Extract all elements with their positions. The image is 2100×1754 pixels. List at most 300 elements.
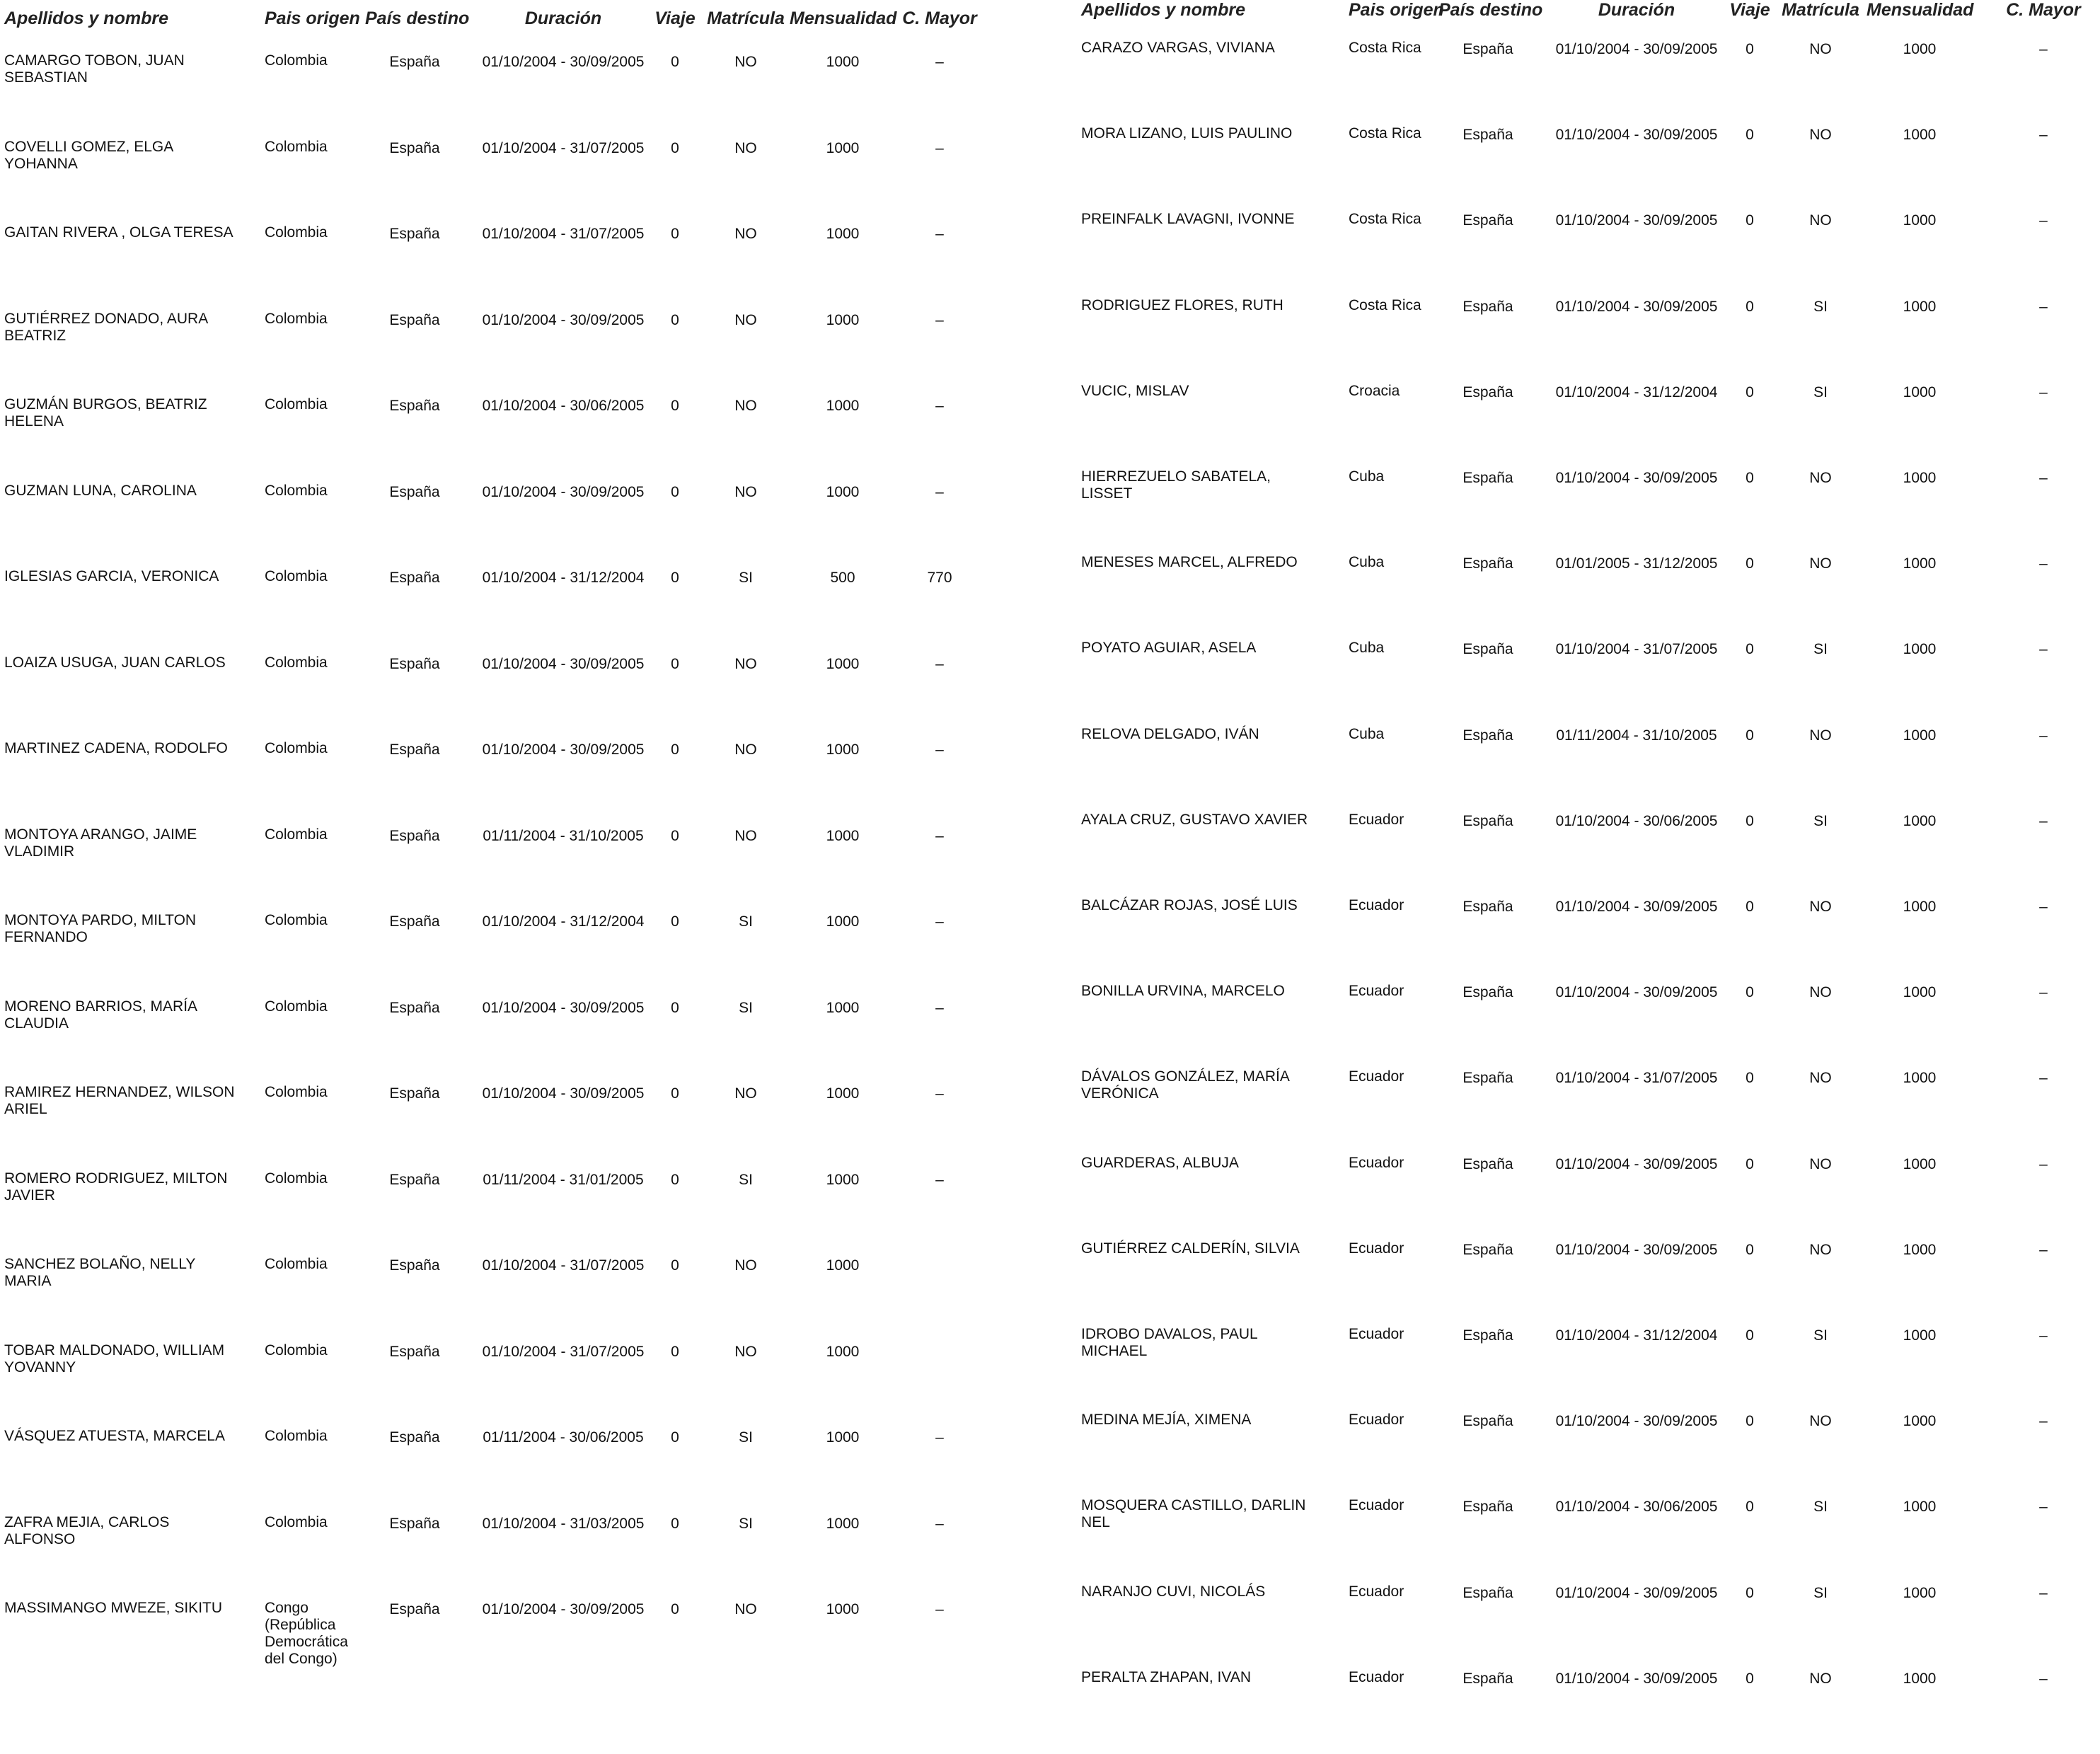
header-viaje: Viaje (654, 8, 696, 28)
cell-nombre: MENESES MARCEL, ALFREDO (1081, 554, 1298, 571)
cell-mensualidad: 1000 (1903, 1413, 1937, 1430)
cell-matricula: NO (734, 398, 757, 414)
cell-destino: España (1462, 1155, 1513, 1172)
cell-matricula: NO (1809, 727, 1832, 744)
header-viaje: Viaje (1729, 0, 1770, 20)
cell-mensualidad: 1000 (826, 827, 860, 844)
cell-origen: Colombia (265, 740, 328, 756)
cell-origen: Colombia (265, 52, 328, 69)
cell-cmayor: – (2039, 1413, 2048, 1430)
cell-matricula: NO (734, 1257, 757, 1274)
cell-origen: Colombia (265, 138, 328, 155)
header-destino: País destino (1438, 0, 1543, 20)
cell-mensualidad: 1000 (1903, 727, 1937, 744)
cell-nombre: ROMERO RODRIGUEZ, MILTON JAVIER (4, 1170, 228, 1204)
cell-nombre: BONILLA URVINA, MARCELO (1081, 983, 1285, 1000)
cell-viaje: 0 (1746, 1327, 1754, 1344)
cell-destino: España (1462, 899, 1513, 915)
cell-viaje: 0 (1746, 1070, 1754, 1087)
cell-cmayor: – (935, 54, 944, 70)
cell-destino: España (389, 483, 440, 500)
table-row (4, 654, 1023, 739)
cell-destino: España (1462, 1327, 1513, 1344)
cell-viaje: 0 (1746, 984, 1754, 1001)
header-mensualidad: Mensualidad (1867, 0, 1974, 20)
cell-destino: España (389, 570, 440, 586)
cell-destino: España (389, 1085, 440, 1102)
cell-cmayor: 770 (927, 570, 952, 586)
cell-viaje: 0 (1746, 555, 1754, 572)
cell-mensualidad: 1000 (1903, 1241, 1937, 1258)
cell-matricula: SI (1813, 641, 1828, 658)
cell-nombre: MOSQUERA CASTILLO, DARLIN NEL (1081, 1497, 1306, 1531)
cell-nombre: DÁVALOS GONZÁLEZ, MARÍA VERÓNICA (1081, 1068, 1289, 1102)
cell-mensualidad: 1000 (1903, 298, 1937, 315)
cell-nombre: MORA LIZANO, LUIS PAULINO (1081, 125, 1293, 142)
cell-viaje: 0 (1746, 727, 1754, 744)
cell-destino: España (389, 655, 440, 672)
cell-matricula: NO (734, 483, 757, 500)
cell-duracion: 01/10/2004 - 31/03/2005 (482, 1515, 645, 1532)
cell-origen: Ecuador (1349, 897, 1404, 913)
cell-nombre: VUCIC, MISLAV (1081, 382, 1189, 399)
cell-duracion: 01/10/2004 - 30/09/2005 (482, 742, 645, 758)
cell-cmayor: – (2039, 1670, 2048, 1687)
cell-duracion: 01/10/2004 - 30/09/2005 (482, 999, 645, 1016)
cell-nombre: VÁSQUEZ ATUESTA, MARCELA (4, 1428, 225, 1444)
cell-nombre: PREINFALK LAVAGNI, IVONNE (1081, 211, 1295, 228)
cell-origen: Ecuador (1349, 1668, 1404, 1685)
header-nombre: Apellidos y nombre (4, 8, 168, 28)
table-row (1081, 1583, 2100, 1668)
header-cmayor: C. Mayor (2006, 0, 2081, 20)
cell-mensualidad: 1000 (1903, 127, 1937, 144)
cell-nombre: RAMIREZ HERNANDEZ, WILSON ARIEL (4, 1084, 235, 1117)
cell-cmayor: – (935, 311, 944, 328)
table-row (1081, 1068, 2100, 1153)
cell-viaje: 0 (671, 742, 679, 758)
cell-viaje: 0 (1746, 1670, 1754, 1687)
cell-duracion: 01/10/2004 - 31/12/2004 (1555, 1327, 1718, 1344)
cell-duracion: 01/10/2004 - 30/09/2005 (1555, 899, 1718, 915)
table-header (4, 8, 1023, 37)
cell-mensualidad: 1000 (1903, 41, 1937, 57)
cell-matricula: SI (739, 999, 753, 1016)
cell-nombre: GUTIÉRREZ CALDERÍN, SILVIA (1081, 1240, 1300, 1257)
cell-cmayor: – (2039, 1155, 2048, 1172)
cell-destino: España (1462, 555, 1513, 572)
cell-matricula: SI (739, 913, 753, 930)
header-origen: Pais origen (1349, 0, 1444, 20)
cell-viaje: 0 (671, 1343, 679, 1360)
cell-viaje: 0 (1746, 812, 1754, 829)
cell-origen: Cuba (1349, 554, 1385, 571)
cell-viaje: 0 (671, 827, 679, 844)
cell-destino: España (389, 139, 440, 156)
cell-origen: Colombia (265, 1513, 328, 1530)
cell-mensualidad: 1000 (826, 1171, 860, 1188)
table-row (1081, 1240, 2100, 1325)
cell-duracion: 01/10/2004 - 30/09/2005 (482, 483, 645, 500)
cell-nombre: GUZMÁN BURGOS, BEATRIZ HELENA (4, 396, 207, 429)
cell-viaje: 0 (1746, 1499, 1754, 1516)
header-destino: País destino (365, 8, 470, 28)
table-row (1081, 1326, 2100, 1411)
cell-nombre: GUTIÉRREZ DONADO, AURA BEATRIZ (4, 310, 208, 344)
table-row (4, 912, 1023, 997)
cell-duracion: 01/10/2004 - 30/09/2005 (1555, 212, 1718, 229)
cell-destino: España (389, 1601, 440, 1617)
cell-matricula: SI (739, 1429, 753, 1446)
table-row (1081, 1155, 2100, 1240)
cell-viaje: 0 (1746, 641, 1754, 658)
cell-matricula: NO (734, 226, 757, 242)
cell-duracion: 01/10/2004 - 30/09/2005 (1555, 470, 1718, 486)
cell-duracion: 01/01/2005 - 31/12/2005 (1555, 555, 1718, 572)
cell-nombre: PERALTA ZHAPAN, IVAN (1081, 1668, 1252, 1685)
cell-matricula: SI (739, 1171, 753, 1188)
cell-destino: España (389, 1257, 440, 1274)
cell-destino: España (1462, 212, 1513, 229)
cell-origen: Colombia (265, 224, 328, 241)
cell-mensualidad: 1000 (1903, 641, 1937, 658)
cell-cmayor: – (935, 398, 944, 414)
table-header (1081, 0, 2100, 28)
cell-origen: Ecuador (1349, 1068, 1404, 1085)
cell-duracion: 01/11/2004 - 31/01/2005 (483, 1171, 644, 1188)
cell-duracion: 01/10/2004 - 30/09/2005 (482, 655, 645, 672)
cell-viaje: 0 (671, 311, 679, 328)
cell-matricula: NO (1809, 1241, 1832, 1258)
cell-nombre: RELOVA DELGADO, IVÁN (1081, 725, 1259, 742)
table-row (4, 568, 1023, 653)
cell-matricula: NO (734, 139, 757, 156)
cell-matricula: NO (734, 655, 757, 672)
cell-matricula: NO (734, 54, 757, 70)
cell-origen: Ecuador (1349, 1583, 1404, 1600)
cell-duracion: 01/11/2004 - 31/10/2005 (1556, 727, 1717, 744)
cell-nombre: HIERREZUELO SABATELA, LISSET (1081, 468, 1271, 502)
cell-mensualidad: 1000 (826, 1601, 860, 1617)
cell-cmayor: – (2039, 1070, 2048, 1087)
cell-origen: Colombia (265, 998, 328, 1015)
cell-mensualidad: 1000 (1903, 1670, 1937, 1687)
cell-destino: España (1462, 641, 1513, 658)
cell-nombre: MARTINEZ CADENA, RODOLFO (4, 740, 228, 756)
cell-viaje: 0 (671, 1171, 679, 1188)
header-matricula: Matrícula (1782, 0, 1859, 20)
cell-destino: España (389, 1171, 440, 1188)
cell-cmayor: – (935, 1429, 944, 1446)
cell-origen: Colombia (265, 1428, 328, 1444)
cell-origen: Ecuador (1349, 1326, 1404, 1342)
cell-nombre: MEDINA MEJÍA, XIMENA (1081, 1412, 1252, 1429)
cell-destino: España (1462, 1070, 1513, 1087)
cell-cmayor: – (935, 655, 944, 672)
cell-nombre: GUARDERAS, ALBUJA (1081, 1154, 1239, 1171)
cell-cmayor: – (935, 913, 944, 930)
cell-destino: España (1462, 383, 1513, 400)
cell-matricula: NO (1809, 1413, 1832, 1430)
cell-nombre: BALCÁZAR ROJAS, JOSÉ LUIS (1081, 897, 1298, 913)
cell-matricula: NO (1809, 899, 1832, 915)
cell-cmayor: – (2039, 984, 2048, 1001)
table-row (4, 52, 1023, 137)
header-nombre: Apellidos y nombre (1081, 0, 1245, 20)
cell-viaje: 0 (1746, 1413, 1754, 1430)
cell-duracion: 01/10/2004 - 30/06/2005 (482, 398, 645, 414)
cell-matricula: NO (1809, 41, 1832, 57)
cell-viaje: 0 (671, 999, 679, 1016)
table-row (1081, 125, 2100, 210)
cell-origen: Cuba (1349, 640, 1385, 657)
table-row (4, 1514, 1023, 1599)
table-row (4, 1428, 1023, 1513)
cell-nombre: CARAZO VARGAS, VIVIANA (1081, 40, 1275, 56)
cell-cmayor: – (935, 1515, 944, 1532)
cell-duracion: 01/10/2004 - 30/09/2005 (1555, 298, 1718, 315)
cell-origen: Cuba (1349, 468, 1385, 485)
cell-matricula: NO (1809, 212, 1832, 229)
cell-viaje: 0 (1746, 383, 1754, 400)
cell-origen: Congo (República Democrática del Congo) (265, 1600, 348, 1667)
cell-viaje: 0 (671, 483, 679, 500)
cell-viaje: 0 (671, 570, 679, 586)
cell-destino: España (1462, 984, 1513, 1001)
cell-destino: España (389, 1515, 440, 1532)
cell-matricula: NO (734, 827, 757, 844)
cell-mensualidad: 1000 (826, 139, 860, 156)
cell-duracion: 01/10/2004 - 30/09/2005 (482, 311, 645, 328)
cell-mensualidad: 1000 (1903, 212, 1937, 229)
cell-duracion: 01/10/2004 - 31/07/2005 (482, 1257, 645, 1274)
cell-destino: España (389, 827, 440, 844)
cell-destino: España (389, 226, 440, 242)
cell-mensualidad: 500 (830, 570, 855, 586)
cell-matricula: NO (734, 742, 757, 758)
cell-matricula: NO (1809, 984, 1832, 1001)
table-row (1081, 1412, 2100, 1496)
cell-nombre: AYALA CRUZ, GUSTAVO XAVIER (1081, 811, 1308, 828)
cell-mensualidad: 1000 (1903, 470, 1937, 486)
cell-origen: Ecuador (1349, 811, 1404, 828)
cell-duracion: 01/10/2004 - 30/09/2005 (1555, 1241, 1718, 1258)
cell-mensualidad: 1000 (826, 1343, 860, 1360)
cell-nombre: MONTOYA ARANGO, JAIME VLADIMIR (4, 826, 197, 860)
cell-origen: Costa Rica (1349, 211, 1421, 228)
cell-duracion: 01/10/2004 - 30/09/2005 (482, 54, 645, 70)
cell-duracion: 01/10/2004 - 30/06/2005 (1555, 1499, 1718, 1516)
cell-nombre: IDROBO DAVALOS, PAUL MICHAEL (1081, 1326, 1257, 1359)
table-row (4, 139, 1023, 224)
cell-duracion: 01/10/2004 - 30/09/2005 (482, 1085, 645, 1102)
cell-nombre: CAMARGO TOBON, JUAN SEBASTIAN (4, 52, 185, 86)
cell-destino: España (1462, 127, 1513, 144)
cell-duracion: 01/10/2004 - 31/12/2004 (482, 913, 645, 930)
cell-nombre: GUZMAN LUNA, CAROLINA (4, 482, 197, 499)
cell-cmayor: – (2039, 1327, 2048, 1344)
cell-cmayor: – (2039, 899, 2048, 915)
cell-mensualidad: 1000 (1903, 899, 1937, 915)
table-row (4, 1170, 1023, 1255)
cell-cmayor: – (935, 1085, 944, 1102)
table-row (1081, 1669, 2100, 1754)
cell-nombre: SANCHEZ BOLAÑO, NELLY MARIA (4, 1256, 195, 1289)
cell-duracion: 01/10/2004 - 30/09/2005 (1555, 127, 1718, 144)
cell-viaje: 0 (671, 1429, 679, 1446)
cell-duracion: 01/10/2004 - 30/06/2005 (1555, 812, 1718, 829)
cell-matricula: NO (734, 1343, 757, 1360)
cell-origen: Colombia (265, 1342, 328, 1358)
cell-destino: España (1462, 1241, 1513, 1258)
cell-destino: España (1462, 727, 1513, 744)
header-origen: Pais origen (265, 8, 360, 28)
cell-viaje: 0 (671, 1601, 679, 1617)
cell-viaje: 0 (671, 1085, 679, 1102)
cell-matricula: NO (734, 1085, 757, 1102)
cell-viaje: 0 (1746, 298, 1754, 315)
cell-origen: Colombia (265, 1084, 328, 1100)
cell-viaje: 0 (1746, 127, 1754, 144)
cell-nombre: POYATO AGUIAR, ASELA (1081, 640, 1257, 657)
table-row (4, 224, 1023, 309)
cell-nombre: MONTOYA PARDO, MILTON FERNANDO (4, 912, 197, 945)
cell-viaje: 0 (671, 139, 679, 156)
cell-matricula: NO (734, 1601, 757, 1617)
table-row (1081, 468, 2100, 553)
table-row (1081, 1497, 2100, 1582)
cell-cmayor: – (935, 742, 944, 758)
cell-origen: Ecuador (1349, 1497, 1404, 1514)
cell-destino: España (1462, 1413, 1513, 1430)
cell-cmayor: – (2039, 41, 2048, 57)
cell-cmayor: – (935, 139, 944, 156)
table-row (1081, 812, 2100, 896)
cell-matricula: NO (1809, 1155, 1832, 1172)
cell-destino: España (389, 999, 440, 1016)
cell-nombre: RODRIGUEZ FLORES, RUTH (1081, 296, 1283, 313)
cell-origen: Cuba (1349, 725, 1385, 742)
cell-cmayor: – (2039, 1584, 2048, 1601)
cell-mensualidad: 1000 (826, 1429, 860, 1446)
cell-destino: España (1462, 1670, 1513, 1687)
cell-matricula: SI (1813, 383, 1828, 400)
cell-matricula: NO (1809, 1670, 1832, 1687)
cell-duracion: 01/10/2004 - 31/07/2005 (1555, 641, 1718, 658)
cell-origen: Colombia (265, 1256, 328, 1272)
table-row (1081, 554, 2100, 639)
cell-destino: España (1462, 298, 1513, 315)
right-table (1081, 0, 2100, 1687)
cell-cmayor: – (935, 483, 944, 500)
header-mensualidad: Mensualidad (790, 8, 897, 28)
cell-viaje: 0 (1746, 212, 1754, 229)
table-row (1081, 983, 2100, 1068)
cell-origen: Colombia (265, 912, 328, 928)
cell-destino: España (389, 398, 440, 414)
cell-viaje: 0 (671, 1257, 679, 1274)
cell-duracion: 01/10/2004 - 31/07/2005 (482, 1343, 645, 1360)
cell-matricula: SI (739, 570, 753, 586)
cell-duracion: 01/10/2004 - 31/07/2005 (1555, 1070, 1718, 1087)
cell-mensualidad: 1000 (1903, 984, 1937, 1001)
cell-cmayor: – (2039, 127, 2048, 144)
cell-cmayor: – (2039, 383, 2048, 400)
cell-cmayor: – (2039, 555, 2048, 572)
cell-origen: Costa Rica (1349, 40, 1421, 56)
table-row (4, 483, 1023, 567)
cell-mensualidad: 1000 (826, 999, 860, 1016)
cell-cmayor: – (2039, 470, 2048, 486)
cell-nombre: MASSIMANGO MWEZE, SIKITU (4, 1600, 223, 1616)
cell-duracion: 01/11/2004 - 30/06/2005 (483, 1429, 644, 1446)
cell-viaje: 0 (1746, 1241, 1754, 1258)
cell-destino: España (1462, 41, 1513, 57)
cell-matricula: SI (1813, 1584, 1828, 1601)
cell-origen: Colombia (265, 396, 328, 412)
cell-origen: Ecuador (1349, 983, 1404, 1000)
table-row (4, 740, 1023, 825)
cell-mensualidad: 1000 (826, 54, 860, 70)
cell-matricula: SI (1813, 812, 1828, 829)
cell-mensualidad: 1000 (1903, 1327, 1937, 1344)
cell-viaje: 0 (671, 54, 679, 70)
cell-origen: Colombia (265, 310, 328, 327)
cell-nombre: ZAFRA MEJIA, CARLOS ALFONSO (4, 1513, 170, 1547)
cell-mensualidad: 1000 (826, 1515, 860, 1532)
cell-matricula: NO (1809, 470, 1832, 486)
cell-cmayor: – (2039, 298, 2048, 315)
cell-mensualidad: 1000 (1903, 1155, 1937, 1172)
cell-origen: Ecuador (1349, 1240, 1404, 1257)
cell-matricula: NO (1809, 1070, 1832, 1087)
cell-matricula: NO (1809, 555, 1832, 572)
table-row (1081, 726, 2100, 811)
cell-destino: España (1462, 1584, 1513, 1601)
cell-origen: Colombia (265, 1170, 328, 1187)
cell-destino: España (389, 54, 440, 70)
table-row (4, 311, 1023, 396)
cell-duracion: 01/10/2004 - 30/09/2005 (1555, 1413, 1718, 1430)
cell-viaje: 0 (1746, 470, 1754, 486)
cell-matricula: SI (1813, 298, 1828, 315)
cell-origen: Ecuador (1349, 1154, 1404, 1171)
cell-origen: Costa Rica (1349, 296, 1421, 313)
cell-cmayor: – (935, 1601, 944, 1617)
cell-destino: España (389, 311, 440, 328)
header-cmayor: C. Mayor (902, 8, 977, 28)
cell-nombre: GAITAN RIVERA , OLGA TERESA (4, 224, 233, 241)
cell-duracion: 01/10/2004 - 30/09/2005 (1555, 1670, 1718, 1687)
cell-mensualidad: 1000 (826, 1257, 860, 1274)
table-row (4, 396, 1023, 481)
cell-viaje: 0 (671, 1515, 679, 1532)
cell-destino: España (1462, 1499, 1513, 1516)
cell-cmayor: – (2039, 812, 2048, 829)
cell-matricula: NO (734, 311, 757, 328)
cell-destino: España (1462, 470, 1513, 486)
cell-nombre: IGLESIAS GARCIA, VERONICA (4, 568, 219, 584)
cell-mensualidad: 1000 (826, 398, 860, 414)
cell-cmayor: – (2039, 1241, 2048, 1258)
cell-nombre: NARANJO CUVI, NICOLÁS (1081, 1583, 1266, 1600)
cell-mensualidad: 1000 (826, 311, 860, 328)
cell-mensualidad: 1000 (826, 483, 860, 500)
cell-cmayor: – (2039, 212, 2048, 229)
cell-destino: España (389, 742, 440, 758)
cell-mensualidad: 1000 (826, 1085, 860, 1102)
cell-duracion: 01/10/2004 - 30/09/2005 (1555, 1584, 1718, 1601)
